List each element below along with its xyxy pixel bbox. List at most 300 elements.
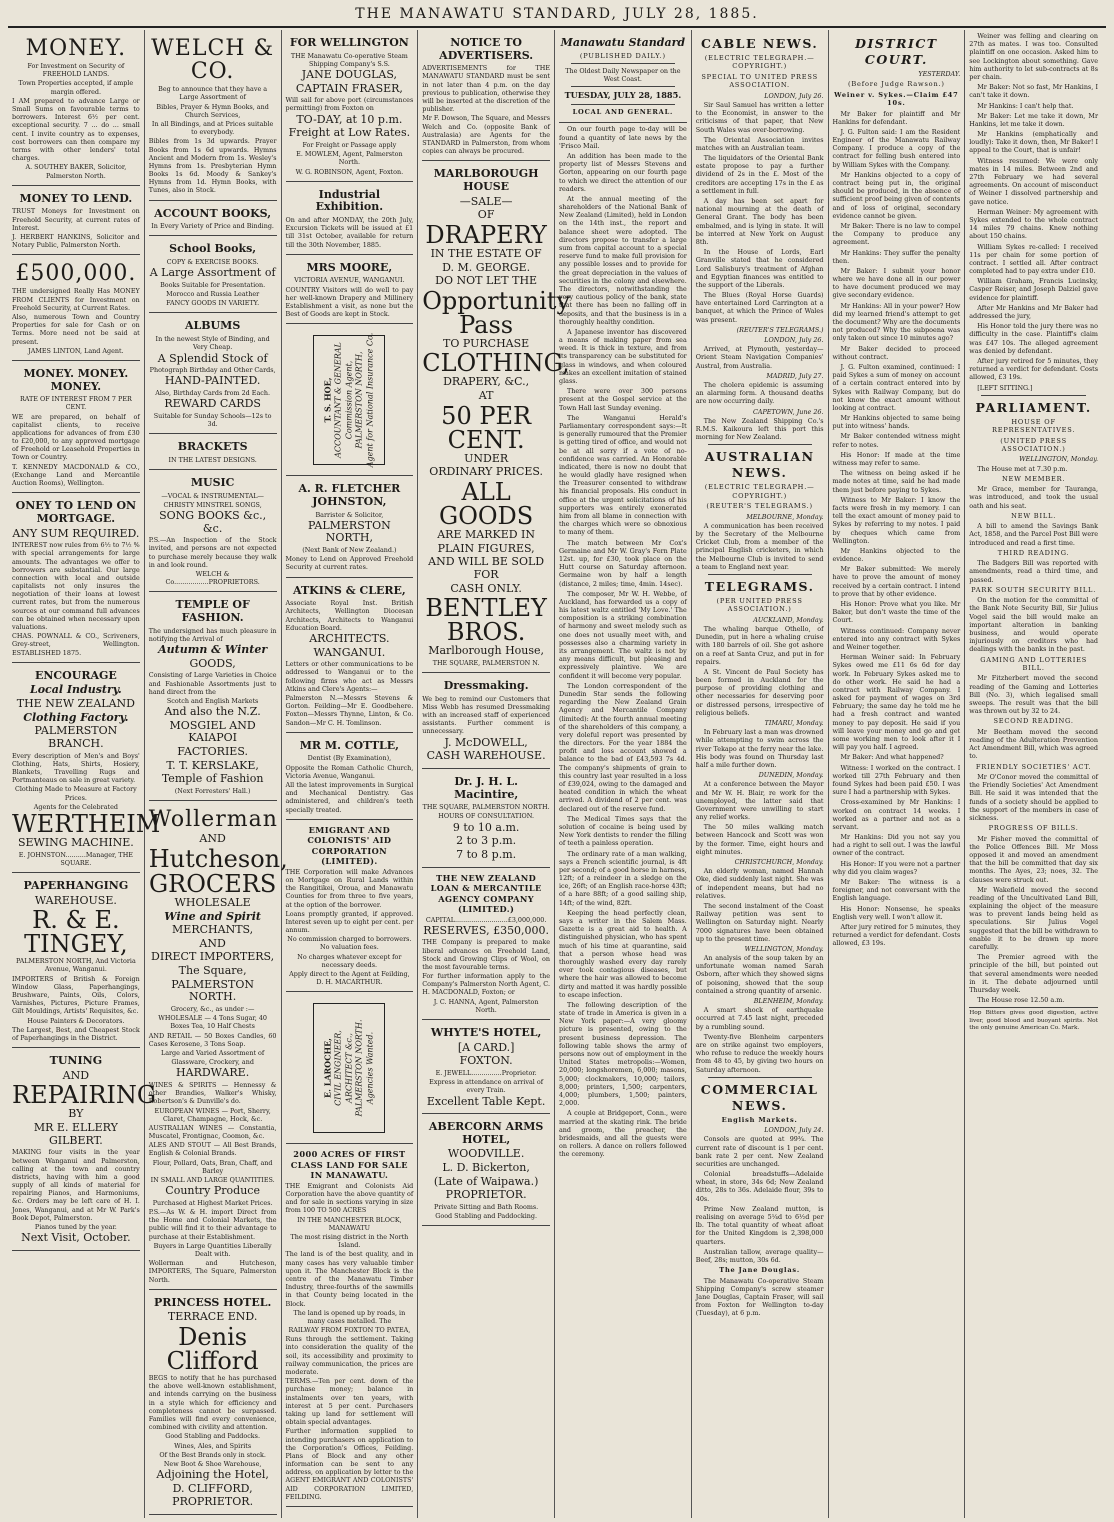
ad-title: THE NEW ZEALAND LOAN & MERCANTILE AGENCY COMPANY (LIMITED.) bbox=[430, 872, 542, 914]
ad-line: Marlborough House, bbox=[428, 644, 545, 658]
ad-line: Opportunity Pass bbox=[422, 286, 571, 339]
parliament-heading: THIRD READING. bbox=[997, 548, 1070, 557]
parliament-item: The House met at 7.30 p.m. bbox=[977, 464, 1068, 473]
ad-line: Also, Birthday Cards from 2d Each. bbox=[155, 388, 271, 397]
ad-line: I AM prepared to advance Large or Small Sums on favourable terms to borrowers. Interest 6½ per cent. exceptional security. 7 ... do ... small cent. I invite country as to expenses, cost borrowers can then compare my terms with other lenders' total charges. bbox=[12, 96, 140, 163]
news-item: The Blues (Royal Horse Guards) have entertained Lord Carrington at a banquet, at which the Prince of Wales was present. bbox=[695, 291, 824, 324]
parliament-heading: PARK SOUTH SECURITY BILL. bbox=[971, 585, 1097, 594]
parliament-item: Mr Fitzherbert moved the second reading of the Gaming and Lotteries Bill (No. 3), which legalised small sweeps. The result was that the bill was thrown out by 32 to 24. bbox=[969, 674, 1098, 716]
ad-title: ACCOUNT BOOKS, bbox=[154, 206, 272, 220]
court-paragraph: Mr Baker submitted: We merely have to prove the amount of money received by a certain contract. I intend to prove that by other evidence. bbox=[832, 565, 961, 598]
ad-line: MR E. ELLERY GILBERT. bbox=[33, 1121, 118, 1147]
court-paragraph: William Graham, Francis Lucinsky, Casper Reiser, and Joseph Dalziel gave evidence for plaintiff. bbox=[969, 277, 1098, 302]
ad-line: MERCHANTS, bbox=[172, 923, 254, 937]
ad-line: (Next Bank of New Zealand.) bbox=[302, 546, 397, 555]
ad-line: ORDINARY PRICES. bbox=[429, 465, 544, 479]
news-item: An elderly woman, named Hannah Oke, died suddenly last night. She was of independent means, but had no relatives. bbox=[695, 867, 824, 900]
ad-line: P.S.—As W. & H. import Direct from the Home and Colonial Markets, the public will find it to their advantage to purchase at their Establishment. bbox=[148, 1208, 277, 1241]
ad-line: Denis Clifford bbox=[166, 1323, 259, 1375]
ad-line: ALL GOODS bbox=[439, 478, 534, 531]
ad-title: E. LAROCHE, bbox=[322, 1038, 333, 1099]
advertisement bbox=[422, 870, 550, 1021]
ad-line: HARDWARE. bbox=[176, 1066, 250, 1080]
advertisement bbox=[286, 184, 414, 255]
court-paragraph: Witness continued: Company never entered into any contract with Sykes and Weiner together. bbox=[832, 626, 961, 651]
ad-line: The most rising district in the North Island. bbox=[290, 1233, 409, 1250]
ad-line: The Largest, Best, and Cheapest Stock of Paperhangings in the District. bbox=[12, 1025, 140, 1042]
ad-line: 50 PER CENT. bbox=[441, 401, 532, 454]
ad-line: IN SMALL AND LARGE QUANTITIES. bbox=[150, 1176, 275, 1185]
ad-title: MRS MOORE, bbox=[306, 260, 393, 274]
advertisement bbox=[12, 363, 140, 493]
parliament-item: Mr Wakefield moved the second reading of the Uncultivated Land Bill, explaining the object of the measure was to prevent lands being held as speculations. Sir Julius Vogel suggested that the bill be withdrawn to enable it to be drawn up more carefully. bbox=[969, 885, 1098, 951]
ad-line: GROCERS bbox=[148, 869, 277, 898]
ad-line: 9 to 10 a.m. bbox=[452, 820, 520, 834]
court-paragraph: After Mr Hankins and Mr Baker had addressed the jury, bbox=[969, 303, 1098, 320]
ad-line: The land is of the best quality, and in many cases has very valuable timber upon it. The Manchester Block is the centre of the Manawatu Timber Industry, three-fourths of the sawmills in that County being located in the Block. bbox=[285, 1250, 414, 1308]
news-item: At a conference between the Mayor and Mr W. H. Blair, re work for the unemployed, the latter said that Government were unwilling to start any relief works. bbox=[695, 780, 824, 822]
advertisement bbox=[12, 1050, 157, 1251]
ad-line: AND RETAIL — 50 Boxes Candles, 60 Cases Kerosene, 3 Tons Soap. bbox=[148, 1031, 277, 1048]
ad-line: No charges whatever except for necessary deeds. bbox=[297, 952, 402, 969]
court-paragraph: His Honor: Nonsense, he speaks English very well. I won't allow it. bbox=[832, 904, 961, 921]
ad-title: T. S. HOE, bbox=[322, 377, 333, 423]
parliament-heading: NEW BILL. bbox=[1011, 511, 1057, 520]
dateline: YESTERDAY. bbox=[918, 70, 961, 78]
ad-line: L. D. Bickerton, bbox=[442, 1161, 530, 1175]
advertisement bbox=[12, 32, 140, 186]
news-item: Australian tallow, average quality—Beef, 28s; mutton, 30s 6d. bbox=[695, 1247, 824, 1264]
ad-line: Wines, Ales, and Spirits bbox=[174, 1441, 252, 1450]
court-paragraph: Cross-examined by Mr Hankins: I worked on contract 14 weeks. I worked as a partner and not as a servant. bbox=[832, 798, 961, 831]
ad-line: Of the Best Brands only in stock. bbox=[159, 1450, 266, 1459]
ad-line: CLOTHING, bbox=[422, 349, 570, 378]
ad-line: Money to Lend on Approved Freehold Security at current rates. bbox=[285, 555, 414, 572]
ad-line: —VOCAL & INSTRUMENTAL— bbox=[161, 491, 264, 500]
ad-title: MONEY. MONEY. MONEY. bbox=[23, 366, 129, 393]
news-paragraph: An addition has been made to the property list of Messrs Stevens and Gorton, appearing on our fourth page to which we direct the attention of our readers. bbox=[559, 151, 687, 193]
ad-line: THE undersigned Really Has MONEY FROM CLIENTS for Investment on Freehold Security, at Current Rates. bbox=[12, 287, 140, 312]
advertisement bbox=[12, 495, 140, 663]
ad-title: MR M. COTTLE, bbox=[299, 738, 399, 752]
advertisement bbox=[149, 436, 277, 470]
court-paragraph: His Honor: Prove what you like. Mr Baker, but don't waste the time of the Court. bbox=[832, 600, 961, 625]
ad-title: WHYTE'S HOTEL, bbox=[430, 1026, 542, 1040]
ad-line: Agent for National Insurance Co. bbox=[365, 333, 375, 468]
ad-line: WHOLESALE — 4 Tons Sugar, 40 Boxes Tea, 10 Half Chests bbox=[158, 1014, 267, 1031]
ad-line: HAND-PAINTED. bbox=[164, 374, 261, 388]
ad-line: TERRACE END. bbox=[167, 1310, 258, 1324]
ad-line: WE are prepared, on behalf of capitalist clients, to receive applications for advances of from £30 to £20,000, to any approved mortgage of Freehold or Leasehold Properties in Town or Country. bbox=[12, 412, 140, 462]
column-1 bbox=[8, 30, 161, 1518]
section-subtitle: (ELECTRIC TELEGRAPH.—COPYRIGHT.) bbox=[704, 483, 815, 500]
ad-line: AT bbox=[478, 389, 494, 403]
ad-line: FACTORIES. bbox=[177, 745, 248, 759]
ad-line: ADVERTISEMENTS for THE MANAWATU STANDARD must be sent in not later than 4 p.m. on the day previous to publication, otherwise they will be inserted at the discretion of the publisher. bbox=[422, 64, 550, 114]
dateline: LONDON, July 26. bbox=[764, 336, 824, 344]
ad-line: THE NEW ZEALAND bbox=[16, 697, 135, 711]
ad-title: School Books, bbox=[169, 242, 257, 256]
news-paragraph: At the annual meeting of the shareholders of the National Bank of New Zealand (Limited), held in London on the 14th inst., the report and balance sheet were adopted. The directors propose to transfer a large sum from capital account to a special reserve fund to make full provision for any possible losses and to provide for the great depreciation in the values of securities in the colony and elsewhere. The directors, notwithstanding the very cautious policy of the bank, state that there has been no falling off in deposits, and that the business is in a thoroughly healthy condition. bbox=[559, 194, 687, 326]
court-paragraph: Mr Baker: I submit your honor where we have done all in our power to have document produced we may give secondary evidence. bbox=[832, 266, 961, 300]
ad-line: All the latest improvements in Surgical and Mechanical Dentistry. Gas administered, and children's teeth specially treated. bbox=[285, 781, 414, 814]
section-title: CABLE NEWS. bbox=[700, 36, 819, 51]
ad-line: Wine and Spirit bbox=[164, 909, 261, 923]
section-subtitle: (REUTER'S TELEGRAMS.) bbox=[706, 502, 813, 511]
ad-line: THE SQUARE, PALMERSTON NORTH. bbox=[422, 803, 550, 812]
ad-line: Consisting of Large Varieties in Choice and Fashionable Assortments just to hand direct from the bbox=[148, 671, 277, 696]
ad-line: J. McDOWELL, bbox=[444, 735, 528, 749]
news-paragraph: The following description of the state of trade in America is given in a New York paper:—A very gloomy picture is presented, owing to the present business depression. The following table shows the army of persons now out of employment in the United States metropolis:—Women, 20,000; longshoremen, 6,000; masons, 5,000; clockmakers, 10,000; tailors, 8,000; printers, 1,500; carpenters, 4,000; plumbers, 1,500; painters, 2,000. bbox=[559, 1000, 687, 1108]
ad-line: No commission charged to borrowers. No valuation fees. bbox=[287, 935, 412, 952]
dateline: BLENHEIM, Monday. bbox=[753, 997, 824, 1005]
court-paragraph: Mr Hankins: They suffer the penalty then. bbox=[832, 248, 961, 265]
advertisement bbox=[286, 257, 414, 325]
court-paragraph: His Honor told the jury there was no difficulty in the case. Plaintiff's claim was £47 10s. The alleged agreement was denied by defendant. bbox=[969, 322, 1098, 355]
court-paragraph: Mr Baker decided to proceed without contract. bbox=[832, 344, 961, 361]
section-subtitle: (Before Judge Rawson.) bbox=[847, 80, 945, 89]
ad-line: IMPORTERS of British & Foreign Window Glass, Paperhangings, Brushware, Paints, Oils, Colors, Varnishes, Pictures, Picture Frames, Gilt Mouldings, Artists' Requisites, &c. bbox=[12, 974, 140, 1016]
parliament-heading: GAMING AND LOTTERIES BILL. bbox=[980, 655, 1088, 672]
advertisement bbox=[149, 32, 277, 201]
parliament-item: Mr O'Conor moved the committal of the Friendly Societies' Act Amendment Bill. He said it was intended that the funds of a society should be applied to the support of the members in case of sickness. bbox=[969, 773, 1098, 822]
card-text bbox=[322, 1020, 376, 1117]
section-title: COMMERCIAL NEWS. bbox=[700, 1081, 819, 1113]
news-item: Arrived, at Plymouth, yesterday—Orient Steam Navigation Companies' Austral, from Australia. bbox=[695, 345, 824, 370]
section-subtitle: The Jane Douglas. bbox=[719, 1266, 801, 1275]
parliament-heading: SECOND READING. bbox=[993, 717, 1074, 726]
dateline: MADRID, July 27. bbox=[766, 371, 824, 380]
column-6 bbox=[692, 30, 829, 1518]
ad-line: TO-DAY, at 10 p.m. bbox=[296, 112, 403, 126]
ad-line: (Late of Waipawa.) bbox=[433, 1174, 539, 1188]
news-item: The New Zealand Shipping Co.'s R.M.S. Kaikoura left this port this morning for New Zealand. bbox=[695, 416, 824, 442]
column-3 bbox=[282, 30, 419, 1518]
ad-line: Freight at Low Rates. bbox=[288, 126, 411, 140]
advertisement bbox=[286, 994, 414, 1144]
ad-line: IN THE LATEST DESIGNS. bbox=[168, 455, 257, 464]
ad-line: Clothing Factory. bbox=[23, 710, 129, 724]
ad-line: Apply direct to the Agent at Feilding, D. H. MACARTHUR. bbox=[289, 970, 410, 987]
court-paragraph: Mr Hankins objected to same being put into witness' hands. bbox=[832, 414, 961, 431]
ad-title: WELCH & CO. bbox=[151, 36, 275, 85]
ad-line: Barrister & Solicitor, bbox=[315, 510, 384, 519]
news-item: The Oriental Association invites matches with an Australian team. bbox=[695, 135, 824, 152]
masthead: THE MANAWATU STANDARD, JULY 28, 1885. bbox=[8, 6, 1106, 28]
section-subtitle: (PER UNITED PRESS ASSOCIATION.) bbox=[716, 596, 803, 614]
parliament-heading: PROGRESS OF BILLS. bbox=[988, 824, 1079, 833]
columns bbox=[8, 30, 1106, 1518]
ad-line: D. CLIFFORD, bbox=[172, 1481, 253, 1495]
news-paragraph: The Wanganui Herald's Parliamentary correspondent says:—It is generally rumoured that the Premier is getting tired of office, and would not be at all sorry if a vote of no-confidence was carried. An Honorable indicated, there is now no doubt that he would gladly have resigned when the Treasurer consented to withdraw his financial proposals. His conduct in office at the urgent solicitations of his supporters was entirely exonerated him from all blame in connection with the charges which were so obnoxious to many of them. bbox=[559, 413, 687, 537]
advertisement bbox=[286, 326, 414, 476]
advertisement bbox=[422, 32, 550, 161]
news-paragraph: On our fourth page to-day will be found a quantity of late news by the 'Frisco Mail. bbox=[559, 125, 687, 150]
dateline: WELLINGTON, Monday. bbox=[744, 944, 824, 953]
dateline: CAPETOWN, June 26. bbox=[752, 407, 824, 416]
ad-line: Letters or other communications to be addressed to Wanganui or to the following firms who act as Messrs Atkins and Clere's Agents:— bbox=[285, 660, 414, 693]
ad-title: EMIGRANT AND COLONISTS' AID CORPORATION (LIMITED). bbox=[307, 824, 392, 867]
ad-line: PALMERSTON NORTH. bbox=[171, 977, 254, 1004]
ad-line: SEWING MACHINE. bbox=[17, 835, 134, 849]
advertisement bbox=[286, 735, 414, 820]
court-paragraph: J. G. Fulton said: I am the Resident Engineer of the Manawatu Railway Company. I produce a copy of the contract for felling bush entered into by William Sykes with the Company. bbox=[832, 127, 961, 169]
ad-line: VICTORIA AVENUE, WANGANUI. bbox=[294, 276, 405, 285]
paper-subtitle: (PUBLISHED DAILY.) bbox=[579, 51, 666, 60]
ad-line: For Investment on Security of FREEHOLD LANDS. bbox=[27, 62, 125, 79]
ad-line: MAKING four visits in the year between Wanganui and Palmerston, calling at the town and country districts, having with him a good supply of all kinds of material for repairing Pianos, and Harmoniums, &c. Orders may be left care of H. I. Jones, Wanganui, and at Mr W. Park's Book Depot, Palmerston. bbox=[12, 1148, 140, 1222]
ad-line: Hutcheson, bbox=[148, 844, 288, 873]
ad-line: ARE MARKED IN bbox=[437, 528, 536, 542]
ad-line: Will sail for above port (circumstances permitting) from Foxton on bbox=[285, 96, 414, 113]
ad-line: Bibles, Prayer & Hymn Books, and Church Services, bbox=[156, 102, 269, 119]
advertisement bbox=[149, 1292, 277, 1515]
ad-line: Buyers in Large Quantities Liberally Dealt with. bbox=[153, 1241, 272, 1258]
advertisement bbox=[286, 580, 414, 733]
dateline: CHRISTCHURCH, Monday. bbox=[734, 858, 824, 866]
ad-line: FANCY GOODS IN VARIETY. bbox=[166, 299, 260, 308]
news-item: An analysis of the soup taken by an unfortunate woman named Sarah Osborn, after which they showed signs of poisoning, showed that the soup contained a strong quantity of arsenic. bbox=[695, 954, 824, 995]
column-4 bbox=[418, 30, 571, 1518]
advertisement bbox=[12, 875, 140, 1048]
news-item: In February last a man was drowned while attempting to swim across the river Tekapo at the ferry near the lake. His body was found on Thursday last half a mile further down. bbox=[695, 728, 824, 769]
advertisement bbox=[12, 665, 161, 873]
ad-title: ATKINS & CLERE, bbox=[293, 583, 406, 597]
ad-line: HOURS OF CONSULTATION. bbox=[438, 812, 534, 821]
parliament-item: A bill to amend the Savings Bank Act, 1858, and the Parcel Post Bill were introduced and read a first time. bbox=[969, 522, 1098, 547]
ad-line: AND WILL BE SOLD FOR bbox=[428, 555, 545, 581]
ad-line: WELCH & Co.................PROPRIETORS. bbox=[165, 570, 260, 587]
ad-title: MONEY TO LEND. bbox=[19, 191, 133, 205]
ad-line: Wollerman and Hutcheson, IMPORTERS, The Square, Palmerston North. bbox=[148, 1259, 277, 1284]
ad-line: THE Manawatu Co-operative Steam Shipping Company's S.S. bbox=[290, 51, 408, 68]
ad-line: The undersigned has much pleasure in notifying the Arrival of bbox=[148, 626, 277, 643]
divider bbox=[708, 444, 812, 445]
ad-line: WAREHOUSE. bbox=[34, 893, 117, 907]
ad-title: Industrial Exhibition. bbox=[315, 187, 384, 214]
court-paragraph: Mr Baker: There is no law to compel the Company to produce any agreement. bbox=[832, 221, 961, 247]
ad-line: FOXTON. bbox=[459, 1054, 513, 1068]
dateline: WELLINGTON, Monday. bbox=[1019, 455, 1098, 464]
news-paragraph: The Medical Times says that the solution of cocaine is being used by New York dentists to render the filling of teeth a painless operation. bbox=[559, 814, 687, 848]
advertisement bbox=[422, 163, 571, 673]
news-item: The 50 miles walking match between Hancock and Scott was won by the former. Time, eight hours and eight minutes. bbox=[695, 823, 824, 856]
ad-line: DIRECT IMPORTERS, bbox=[151, 950, 275, 964]
ad-line: Temple of Fashion bbox=[161, 772, 264, 786]
ad-line: ARCHITECTS. bbox=[309, 632, 390, 646]
ad-line: R. & E. TINGEY, bbox=[24, 906, 128, 959]
ad-line: Every description of Men's and Boys' Clothing, Hats, Shirts, Hosiery, Blankets, Travelling Rugs and Portmanteaus on sale in great variety. bbox=[12, 751, 140, 785]
ad-line: Loans promptly granted, if approved. Interest seven up to eight per cent. per annum. bbox=[285, 909, 414, 935]
court-paragraph: After jury retired for 5 minutes, they returned a verdict for defendant. Costs allowed, £3 19s. bbox=[832, 922, 961, 948]
section-title: TELEGRAMS. bbox=[704, 578, 815, 594]
ad-line: The Square, bbox=[178, 964, 247, 978]
ad-line: CHRISTY MINSTREL SONGS, bbox=[163, 500, 262, 509]
ad-line: New Boot & Shoe Warehouse, bbox=[163, 1459, 262, 1468]
news-item: Colonial breadstuffs—Adelaide wheat, in store, 34s 6d; New Zealand ditto, 28s to 36s. Adelaide flour, 39s to 40s. bbox=[695, 1170, 824, 1203]
divider bbox=[708, 1077, 812, 1078]
ad-title: Dr. J. H. L. Macintire, bbox=[454, 774, 519, 801]
ad-line: Palmerston N.—Messrs Stevens & Gorton. Feilding—Mr E. Goodbehere. Foxton—Messrs Thynne, Linton, & Co. Sandon—Mr C. H. Tomlinson. bbox=[285, 694, 414, 727]
ad-line: And also the N.Z. bbox=[164, 705, 261, 719]
advertisement bbox=[422, 1116, 550, 1226]
ad-line: TRUST Moneys for Investment on Freehold Security, at current rates of Interest. bbox=[12, 207, 140, 232]
ad-line: Runs through the settlement. Taking into consideration the quality of the soil, its accessibility and proximity to railway communication, the prices are moderate. bbox=[285, 1335, 414, 1376]
divider bbox=[708, 574, 812, 575]
dateline: TIMARU, Monday. bbox=[764, 719, 824, 727]
case-title: Weiner v. Sykes.—Claim £47 10s. bbox=[834, 90, 959, 108]
column-5 bbox=[555, 30, 692, 1518]
ad-line: PROPRIETOR. bbox=[445, 1188, 527, 1202]
ad-line: REWARD CARDS bbox=[164, 397, 261, 411]
ad-line: BY bbox=[68, 1107, 84, 1121]
ad-line: In Every Variety of Price and Binding. bbox=[151, 222, 274, 231]
ad-title: A. R. FLETCHER JOHNSTON, bbox=[298, 482, 401, 508]
court-paragraph: [LEFT SITTING.] bbox=[977, 383, 1033, 392]
ad-line: WOODVILLE. bbox=[447, 1147, 525, 1161]
ad-line: Good Stabling and Paddocking. bbox=[435, 1212, 537, 1221]
section-title: AUSTRALIAN NEWS. bbox=[704, 449, 815, 481]
section-heading: LOCAL AND GENERAL. bbox=[572, 107, 674, 116]
ad-line: COUNTRY Visitors will do well to pay her well-known Drapery and Millinery Establishment a visit, as none but the Best of Goods are kept in Stock. bbox=[285, 285, 414, 319]
ad-line: UNDER bbox=[464, 451, 509, 465]
court-paragraph: The witness on being asked if he made notes at time, said he had made them just before paying to Sykes. bbox=[832, 469, 961, 494]
ad-line: On and after MONDAY, the 20th July, Excursion Tickets will be issued at £1 till 31st October, available for return till the 30th November, 1885. bbox=[285, 215, 414, 249]
ad-line: ANY SUM REQUIRED. bbox=[12, 526, 140, 540]
news-item: The liquidators of the Oriental Bank estate propose to pay a further dividend of 2s in the £. Most of the creditors are accepting 17s in the £ as a settlement in full. bbox=[695, 154, 824, 195]
ad-line: In all Bindings, and at Prices suitable to everybody. bbox=[151, 119, 274, 137]
news-paragraph: The match between Mr Cox's Germaine and Mr W. Gray's Fern Plate 12st. up, for £30, took place on the Hutt course on Saturday afternoon. Germaine won by half a length (distance, 2 miles; time, 4min. 14sec). bbox=[559, 538, 687, 588]
news-item: A St. Vincent de Paul Society has been formed in Auckland for the purpose of providing clothing and other necessaries for deserving poor or distressed persons, irrespective of religious beliefs. bbox=[695, 667, 824, 717]
section-title: PARLIAMENT. bbox=[975, 399, 1092, 415]
divider bbox=[981, 395, 1086, 396]
court-paragraph: His Honor: If you were not a partner why did you claim wages? bbox=[832, 859, 961, 876]
advertisement bbox=[422, 771, 550, 868]
ad-line: Excellent Table Kept. bbox=[426, 1094, 546, 1108]
ad-line: ACCOUNTANT & GENERAL bbox=[333, 342, 343, 459]
ad-line: WANGANUI. bbox=[313, 645, 386, 659]
local-news-body bbox=[559, 125, 687, 1158]
court-paragraph: After jury retired for 5 minutes, they returned a verdict for defendant. Costs allowed, £3 19s. bbox=[969, 356, 1098, 382]
ad-line: REPAIRING bbox=[12, 1081, 157, 1110]
ad-title: 2000 ACRES OF FIRST CLASS LAND FOR SALE IN MANAWATU. bbox=[290, 1149, 408, 1181]
ad-line: J. HERBERT HANKINS, Solicitor and Notary Public, Palmerston North. bbox=[12, 232, 140, 250]
news-paragraph: Keeping the head perfectly clean, says a writer in the Salem Mass. Gazette is a great aid to health. A distinguished physician, who has spent much of his time at quarantine, said that a person whose head was thoroughly washed every day rarely ever took contagious diseases, but where the hair was allowed to become dirty and matted it was hardly possible to escape infection. bbox=[559, 908, 687, 999]
ad-line: BENTLEY BROS. bbox=[425, 594, 547, 647]
ad-line: PALMERSTON NORTH, bbox=[354, 351, 364, 449]
ad-line: 7 to 8 p.m. bbox=[456, 847, 517, 861]
ad-line: PALMERSTON NORTH, bbox=[308, 518, 391, 545]
news-item: A day has been set apart for national mourning at the death of General Grant. The body has been embalmed, and is lying in state. It will be interred at New York on August 8th. bbox=[695, 197, 824, 246]
ad-line: Clothing Made to Measure at Factory Prices. bbox=[15, 785, 137, 802]
news-item: In the House of Lords, Earl Granville stated that he considered Lord Salisbury's treatment of Afghan and Egyptian finances was entitled to the support of the Liberals. bbox=[695, 248, 824, 289]
ad-line: PROPRIETOR. bbox=[172, 1495, 254, 1509]
ad-line: INTEREST now rules from 6½ to 7½ % with special arrangements for large amounts. The advantages we offer to borrowers are substantial. Our large connection with local and outside capitalists not only insures the negotiation of their loans at lowest current rates, but from the numerous sources at our command full advances can be obtained when necessary upon valuations. bbox=[12, 541, 140, 632]
advertisement bbox=[286, 1146, 414, 1507]
news-paragraph: The composer, Mr W. H. Webbe, of Auckland, has forwarded us a copy of his latest waltz entitled 'My Love.' The composition is a striking combination of harmony and sweet melody such as one does not usually meet with, and possesses also a charming variety in its arrangement. The waltz is not by any means difficult, but pleasing and expressively plaintive. We are confident it will become very popular. bbox=[559, 589, 687, 680]
ad-line: Adjoining the Hotel, bbox=[156, 1468, 269, 1482]
paper-date: TUESDAY, JULY 28, 1885. bbox=[564, 90, 682, 101]
court-paragraph: Mr Hankins objected to a copy of contract being put in, the original should be produced, in the absence of sufficient proof being given of contents and of loss of original, secondary evidence cannot be given. bbox=[832, 170, 961, 220]
ad-title: TUNING bbox=[49, 1054, 103, 1068]
court-paragraph: J. G. Fulton examined, continued: I paid Sykes a sum of money on account of a certain contract entered into by Sykes with Railway Company, but do not know the exact amount without looking at contract. bbox=[832, 362, 961, 412]
ad-line: T. T. KERSLAKE, bbox=[166, 758, 259, 772]
ad-line: JAMES LINTON, Land Agent. bbox=[28, 346, 124, 355]
court-paragraph: Herman Weiner said: In February Sykes owed me £11 6s 6d for day work. In February Sykes asked me to do other work. He said he had a contract with Railway Company. I asked for payment of wages on 3rd February; the same day he told me he had a fresh contract and wanted money to pay deposit. He said if you will leave your money and go and get some working men to look after it I will pay you half. I agreed. bbox=[832, 653, 961, 752]
ad-line: House Painters & Decorators. bbox=[27, 1016, 125, 1025]
ad-line: PALMERSTON NORTH, And Victoria Avenue, Wanganui. bbox=[15, 957, 136, 974]
dateline: DUNEDIN, Monday. bbox=[758, 771, 824, 780]
court-paragraph: Mr Baker: Let me take it down, Mr Hankins, let me take it down. bbox=[969, 111, 1098, 128]
parliament-item: Mr Grace, member for Tauranga, was introduced, and took the usual oath and his seat. bbox=[969, 485, 1098, 510]
ad-line: J. C. HANNA, Agent, Palmerston North. bbox=[433, 997, 539, 1014]
ad-line: Town Properties accepted, if ample margin offered. bbox=[18, 79, 134, 96]
advertisement bbox=[149, 472, 277, 592]
advertisement bbox=[422, 1022, 550, 1114]
ad-line: THE SQUARE, PALMERSTON N. bbox=[432, 658, 540, 667]
ad-line: Bibles from 1s 3d upwards. Prayer Books from 1s 6d upwards. Hymns Ancient and Modern from 1s. Wesley's Hymns from 1s. Presbyterian Hymn Books 1s 6d. Moody & Sankey's Hymns from 1d. Hymn Books, with Tunes, also in Stock. bbox=[148, 137, 277, 195]
ad-line: Associate Royal Inst. British Architects, Wellington Diocesan Architects, Architects to Wanganui Education Board. bbox=[285, 599, 414, 632]
ad-line: AUSTRALIAN WINES — Constantia, Muscatel, Frontignac, Coomon, &c. bbox=[148, 1123, 277, 1141]
ad-line: Purchased at Highest Market Prices. bbox=[152, 1198, 273, 1207]
parliament-item: Mr Beetham moved the second reading of the Adulteration Prevention Act Amendment Bill, which was agreed to. bbox=[969, 727, 1098, 761]
parliament-item: The Premier agreed with the principle of the bill, but pointed out that several amendments were needed in it. The debate adjourned until Thursday week. bbox=[969, 953, 1098, 994]
parliament-item: On the motion for the committal of the Bank Note Security Bill, Sir Julius Vogel said the bill would make an important alteration in banking business, and would operate injuriously on creditors who had dealings with the banks in the past. bbox=[969, 596, 1098, 654]
ad-line: CHAS. POWNALL & CO., Scriveners, Grey-street, Wellington. ESTABLISHED 1875. bbox=[12, 632, 140, 657]
ad-title: TEMPLE OF FASHION. bbox=[175, 598, 250, 625]
ad-line: CAPTAIN FRASER, bbox=[295, 81, 403, 95]
ad-line: D. M. GEORGE. bbox=[442, 260, 531, 274]
ad-title: ENCOURAGE bbox=[34, 668, 117, 682]
ad-line: P.S.—An Inspection of the Stock invited, and persons are not expected to purchase merely because they walk in and look round. bbox=[148, 536, 277, 569]
dateline: LONDON, July 24. bbox=[764, 1126, 824, 1135]
ad-line: Glassware, Crockery, and bbox=[171, 1058, 254, 1067]
parliament-heading: FRIENDLY SOCIETIES' ACT. bbox=[975, 762, 1092, 771]
parliament-item: The Badgers Bill was reported with amendments, read a third time, and passed. bbox=[969, 559, 1098, 584]
section-subtitle: (ELECTRIC TELEGRAPH.—COPYRIGHT.) bbox=[704, 54, 815, 71]
ad-line: TO PURCHASE bbox=[443, 336, 530, 350]
ad-line: Beg to announce that they have a Large Assortment of bbox=[158, 85, 268, 102]
ad-line: Large and Varied Assortment of bbox=[160, 1048, 265, 1057]
ad-title: MONEY. bbox=[25, 36, 127, 61]
ad-line: DRAPERY, &C., bbox=[443, 375, 530, 389]
ad-line: In the newest Style of Binding, and Very Cheap. bbox=[155, 335, 270, 352]
news-paragraph: The London correspondent of the Dunedin Star sends the following regarding the New Zealand Grain Agency and Mercantile Company (limited): At the fourth annual meeting of the shareholders of this company, a very doleful report was presented by the directors. For the year 1884 the profit and loss account showed a balance to the bad of £43,593 7s 4d. The company's shipments of grain to this country last year resulted in a loss of £39,024, owing to the damaged and heated condition in which the wheat arrived. A dividend of 2 per cent. was declared out of the reserve fund. bbox=[559, 681, 687, 813]
ad-line: Opposite the Roman Catholic Church, Victoria Avenue, Wanganui. bbox=[285, 763, 414, 780]
dateline: (REUTER'S TELEGRAMS.) bbox=[736, 325, 824, 334]
ad-line: Books Suitable for Presentation. bbox=[160, 280, 266, 289]
ad-line: Agencies Wanted. bbox=[365, 1032, 375, 1105]
ad-line: RESERVES, £350,000. bbox=[423, 923, 550, 937]
ad-line: (Next Forresters' Hall.) bbox=[174, 786, 251, 795]
dateline: MELBOURNE, Monday. bbox=[746, 512, 824, 521]
section-subtitle: English Markets. bbox=[721, 1115, 798, 1124]
news-item: Consols are quoted at 99¾. The current rate of discount is 1 per cent. bank rate 2 per cent. New Zealand securities are unchanged. bbox=[695, 1135, 824, 1168]
news-paragraph: The ordinary rate of a man walking, says a French scientific journal, is 4ft per second; of a good horse in harness, 12ft; of a reindeer in a sledge on the ice, 26ft; of an English race-horse 43ft; of a hare 88ft; of a good sailing ship, 14ft; of the wind, 82ft. bbox=[559, 849, 687, 907]
ad-line: PLAIN FIGURES, bbox=[437, 541, 535, 555]
ad-line: [A CARD.] bbox=[457, 1040, 515, 1054]
ad-line: Further information supplied to intending purchasers on application to the Corporation's Offices, Feilding. Plans of Block and any other information can be sent to any address, on application by letter to the AGENT EMIGRANT AND COLONISTS' AID CORPORATION LIMITED, FEILDING. bbox=[285, 1427, 414, 1501]
ad-title: ABERCORN ARMS HOTEL, bbox=[428, 1120, 544, 1146]
ad-line: Dentist (By Examination), bbox=[307, 754, 392, 763]
ad-line: For further information apply to the Company's Palmerston North Agent, C. H. MACDONALD, Foxton; or bbox=[422, 972, 550, 997]
news-paragraph: There were over 300 persons present at the Gospel service at the Town Hall last Sunday evening. bbox=[559, 387, 687, 412]
ad-line: TERMS.—Ten per cent. down of the purchase money; balance in instalments over ten years, with interest at 5 per cent. Purchasers taking up land for settlement will obtain special advantages. bbox=[285, 1377, 414, 1427]
parliament-heading: NEW MEMBER. bbox=[1001, 474, 1066, 483]
ad-line: 2 to 3 p.m. bbox=[456, 834, 517, 848]
ad-line: CASH ONLY. bbox=[450, 581, 522, 595]
news-item: Sir Saul Samuel has written a letter to the Economist, in answer to the criticisms of that paper, that New South Wales was over-borrowing. bbox=[695, 100, 824, 134]
